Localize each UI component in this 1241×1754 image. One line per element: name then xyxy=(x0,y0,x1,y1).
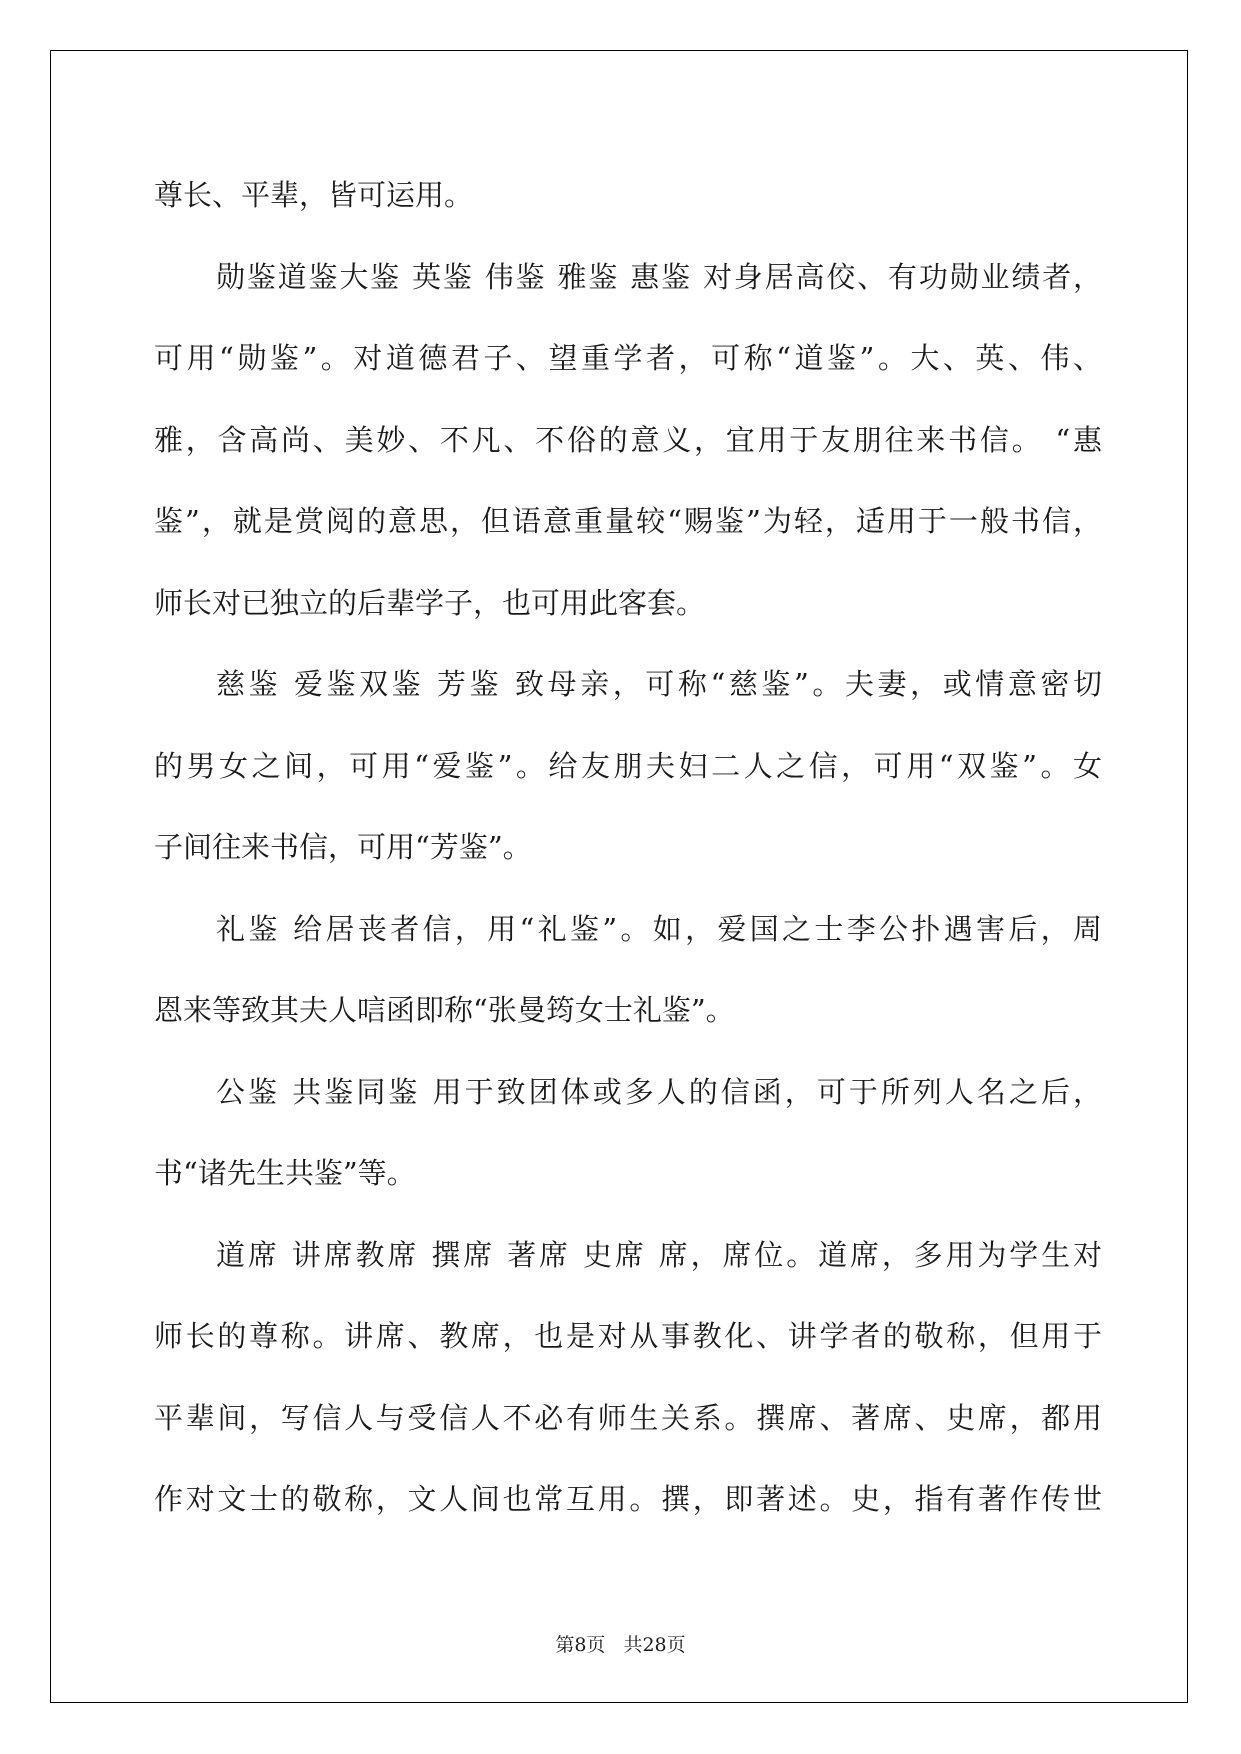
text-line: 恩来等致其夫人唁函即称“张曼筠女士礼鉴”。 xyxy=(154,993,735,1027)
text-line: 尊长、平辈，皆可运用。 xyxy=(154,178,474,212)
text-line: 公鉴 共鉴同鉴 用于致团体或多人的信函，可于所列人名之后， xyxy=(216,1074,1102,1109)
page-total: 共28页 xyxy=(623,1634,686,1656)
text-line: 雅，含高尚、美妙、不凡、不俗的意义，宜用于友朋往来书信。 “惠 xyxy=(154,422,1102,457)
text-line: 平辈间，写信人与受信人不必有师生关系。撰席、著席、史席，都用 xyxy=(154,1400,1102,1435)
page-number: 第8页 xyxy=(555,1634,606,1656)
text-line: 的男女之间，可用“爱鉴”。给友朋夫妇二人之信，可用“双鉴”。女 xyxy=(154,748,1102,783)
text-line: 慈鉴 爱鉴双鉴 芳鉴 致母亲，可称“慈鉴”。夫妻，或情意密切 xyxy=(216,667,1102,701)
text-line: 鉴”，就是赏阅的意思，但语意重量较“赐鉴”为轻，适用于一般书信， xyxy=(154,504,1102,538)
page-footer xyxy=(0,1630,1241,1657)
text-line: 师长对已独立的后辈学子，也可用此客套。 xyxy=(154,585,706,620)
text-line: 师长的尊称。讲席、教席，也是对从事教化、讲学者的敬称，但用于 xyxy=(154,1319,1102,1353)
text-line: 道席 讲席教席 撰席 著席 史席 席，席位。道席，多用为学生对 xyxy=(216,1237,1102,1272)
text-line: 书“诸先生共鉴”等。 xyxy=(154,1156,416,1190)
text-line: 可用“勋鉴”。对道德君子、望重学者，可称“道鉴”。大、英、伟、 xyxy=(154,341,1102,375)
text-line: 作对文士的敬称，文人间也常互用。撰，即著述。史，指有著作传世 xyxy=(154,1482,1102,1516)
text-line: 勋鉴道鉴大鉴 英鉴 伟鉴 雅鉴 惠鉴 对身居高佼、有功勋业绩者， xyxy=(216,259,1102,294)
text-line: 子间往来书信，可用“芳鉴”。 xyxy=(154,830,532,864)
document-body xyxy=(154,155,1102,1541)
text-line: 礼鉴 给居丧者信，用“礼鉴”。如，爱国之士李公扑遇害后，周 xyxy=(216,911,1102,946)
